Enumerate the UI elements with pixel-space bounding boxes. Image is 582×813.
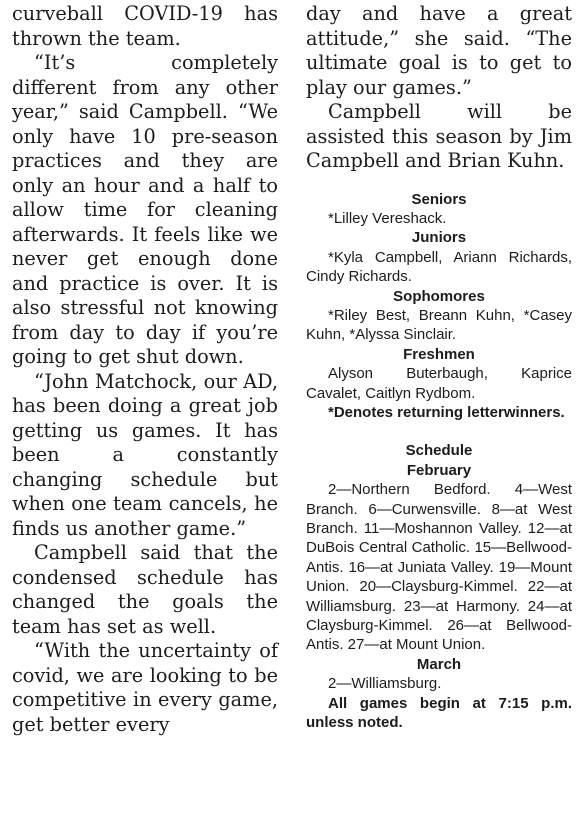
article-paragraph: day and have a great attitude,” she said. “The ultimate goal is to get to play our games.”	[306, 2, 572, 99]
freshmen-heading: Freshmen	[403, 345, 475, 363]
article-paragraph: “It’s completely different from any other year,” said Campbell. “We only have 10 pre-season practices and they are only an hour and a half to allow time for cleaning afterwards. It feels like we never get enough done and practice is over. It is also stressful not knowing from day to day if you’re going to get shut down.	[12, 51, 278, 368]
february-schedule: 2—Northern Bedford. 4—West Branch. 6—Curwensville. 8—at West Branch. 11—Moshannon Valley. 12—at DuBois Central Catholic. 15—Bellwood-Antis. 16—at Juniata Valley. 19—Mount Union. 20—Claysburg-Kimmel. 22—at Williamsburg. 23—at Harmony. 24—at Claysburg-Kimmel. 26—at Bellwood-Antis. 27—at Mount Union.	[306, 481, 572, 654]
march-schedule: 2—Williamsburg.	[328, 675, 442, 693]
seniors-heading: Seniors	[411, 190, 467, 208]
letterwinner-note: *Denotes returning letterwinners.	[328, 403, 565, 421]
sophomores-heading: Sophomores	[393, 287, 485, 305]
schedule-heading: Schedule	[405, 442, 473, 460]
roster-section	[306, 190, 572, 733]
juniors-heading: Juniors	[411, 229, 467, 247]
article-column-left	[12, 2, 278, 737]
article-paragraph: “With the uncertainty of covid, we are looking to be competitive in every game, get better every	[12, 639, 278, 736]
article-paragraph: curveball COVID-19 has thrown the team.	[12, 2, 278, 50]
article-paragraph: Campbell said that the condensed schedule has changed the goals the team has set as well.	[12, 541, 278, 638]
article-paragraph: Campbell will be assisted this season by Jim Campbell and Brian Kuhn.	[306, 100, 572, 172]
seniors-list: *Lilley Vereshack.	[328, 209, 447, 227]
article-column-right	[306, 2, 572, 732]
game-time-note: All games begin at 7:15 p.m. unless noted.	[306, 694, 572, 732]
sophomores-list: *Riley Best, Breann Kuhn, *Casey Kuhn, *Alyssa Sinclair.	[306, 306, 572, 344]
february-heading: February	[406, 461, 472, 479]
juniors-list: *Kyla Campbell, Ariann Richards, Cindy Richards.	[306, 248, 572, 286]
march-heading: March	[416, 655, 462, 673]
freshmen-list: Alyson Buterbaugh, Kaprice Cavalet, Caitlyn Rydbom.	[306, 365, 572, 402]
article-paragraph: “John Matchock, our AD, has been doing a great job getting us games. It has been a constantly changing schedule but when one team cancels, he finds us another game.”	[12, 369, 278, 540]
